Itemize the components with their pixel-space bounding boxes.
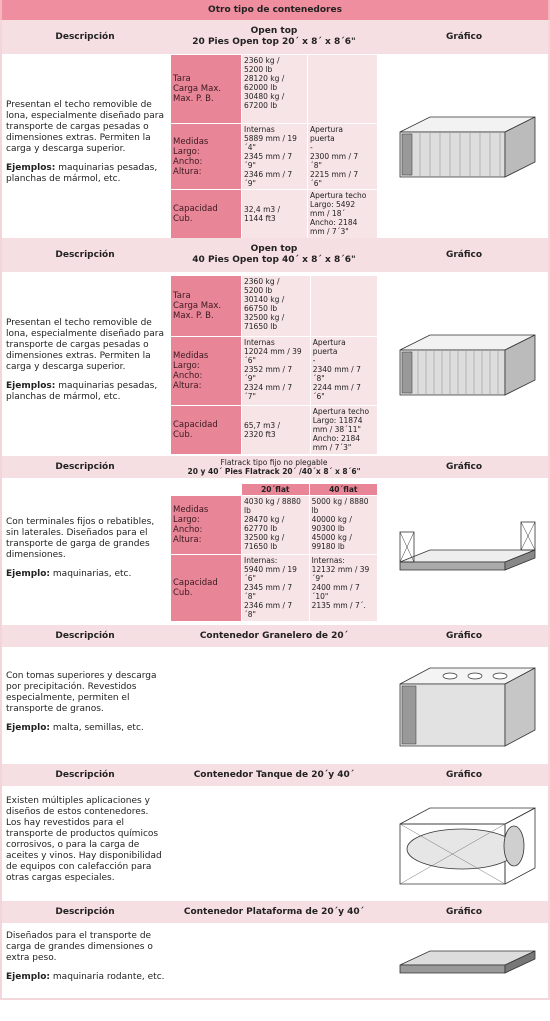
platform-container-image bbox=[390, 931, 540, 991]
spec-value-b bbox=[311, 276, 377, 336]
open-top-container-40-image bbox=[390, 320, 540, 410]
spec-label: Tara Carga Max. Max. P. B. bbox=[171, 276, 241, 336]
header-subtitle: Flatrack tipo fijo no plegable bbox=[220, 458, 328, 467]
section-flatrack bbox=[0, 456, 550, 625]
section-header bbox=[2, 901, 548, 924]
spec-row bbox=[171, 190, 377, 238]
header-title-line1: Open top bbox=[250, 244, 298, 254]
examples bbox=[6, 163, 166, 185]
header-title-line2: 40 Pies Open top 40´ x 8´ x 8´6" bbox=[192, 255, 356, 265]
header-title: Contenedor Tanque de 20´y 40´ bbox=[193, 769, 355, 780]
description-text: Presentan el techo removible de lona, especialmente diseñado para transporte de cargas pesadas o dimensiones extras. Permiten la carga y descarga superior. bbox=[6, 318, 165, 372]
spec-table bbox=[170, 275, 378, 455]
header-descripcion: Descripción bbox=[55, 32, 115, 42]
description bbox=[2, 648, 170, 764]
spec-table bbox=[170, 483, 378, 622]
col-40-flat: 40´flat bbox=[310, 484, 377, 495]
spec-row bbox=[171, 124, 377, 189]
section-body bbox=[2, 648, 548, 764]
description-text: Diseñados para el transporte de carga de grandes dimensiones o extra peso. bbox=[6, 931, 153, 963]
spec-value-b: Apertura puerta - 2300 mm / 7 ´8" 2215 mm / 7 ´6" bbox=[308, 124, 377, 189]
spec-row bbox=[171, 555, 377, 621]
section-plataforma bbox=[0, 901, 550, 1000]
spec-value-a: 65,7 m3 / 2320 ft3 bbox=[242, 406, 310, 454]
examples bbox=[6, 972, 166, 983]
header-title bbox=[168, 456, 380, 478]
spec-label: Medidas Largo: Ancho: Altura: bbox=[171, 496, 241, 554]
spec-value-a: 2360 kg / 5200 lb 30140 kg / 66750 lb 32500 kg / 71650 lb bbox=[242, 276, 310, 336]
examples-label: Ejemplo: bbox=[6, 722, 51, 733]
spec-table-wrap bbox=[170, 55, 382, 238]
container-illustration bbox=[382, 787, 548, 901]
open-top-container-20-image bbox=[390, 102, 540, 192]
flatrack-container-image bbox=[390, 512, 540, 592]
spec-row bbox=[171, 337, 377, 405]
spec-row bbox=[171, 55, 377, 123]
tank-container-image bbox=[390, 794, 540, 894]
spec-value-b: Internas: 12132 mm / 39 ´9" 2400 mm / 7 ´10" 2135 mm / 7´. bbox=[310, 555, 377, 621]
description-text: Presentan el techo removible de lona, especialmente diseñado para transporte de cargas pesadas o dimensiones extras. Permiten la carga y descarga superior. bbox=[6, 100, 165, 154]
examples-label: Ejemplos: bbox=[6, 163, 56, 173]
section-body bbox=[2, 924, 548, 998]
header-grafico: Gráfico bbox=[445, 631, 483, 641]
section-header bbox=[2, 764, 548, 787]
spec-label: Medidas Largo: Ancho: Altura: bbox=[171, 124, 241, 189]
spec-label: Medidas Largo: Ancho: Altura: bbox=[171, 337, 241, 405]
description-text: Con terminales fijos o rebatibles, sin laterales. Diseñados para el transporte de garga de grandes dimensiones. bbox=[6, 516, 155, 560]
section-body bbox=[2, 479, 548, 625]
spec-value-b: Apertura techo Largo: 5492 mm / 18´ Ancho: 2184 mm / 7´3" bbox=[308, 190, 377, 238]
spec-table bbox=[170, 54, 378, 239]
examples-text: maquinarias pesadas, planchas de mármol, etc. bbox=[6, 381, 158, 402]
header-grafico: Gráfico bbox=[445, 250, 483, 260]
container-illustration bbox=[382, 479, 548, 625]
section-header bbox=[2, 456, 548, 479]
examples-label: Ejemplo: bbox=[6, 568, 51, 579]
section-body bbox=[2, 55, 548, 238]
header-grafico: Gráfico bbox=[445, 770, 483, 780]
spec-label: Capacidad Cub. bbox=[171, 190, 241, 238]
spec-label: Capacidad Cub. bbox=[171, 406, 241, 454]
examples-text: maquinarias, etc. bbox=[52, 568, 132, 579]
section-open-top-40 bbox=[0, 238, 550, 456]
spec-value-a: Internas 5889 mm / 19 ´4" 2345 mm / 7 ´9" 2346 mm / 7 ´9" bbox=[242, 124, 307, 189]
header-title: Contenedor Granelero de 20´ bbox=[199, 630, 349, 641]
bulk-container-image bbox=[390, 656, 540, 756]
section-body bbox=[2, 787, 548, 901]
spec-row bbox=[171, 276, 377, 336]
section-body bbox=[2, 273, 548, 456]
examples bbox=[6, 569, 166, 580]
section-open-top-20 bbox=[0, 20, 550, 238]
header-descripcion: Descripción bbox=[55, 462, 115, 472]
header-title-line1: Open top bbox=[250, 26, 298, 36]
container-illustration bbox=[382, 55, 548, 238]
description-text: Existen múltiples aplicaciones y diseños de estos contenedores. Los hay revestidos para el transporte de productos químicos corrosivos, o para la carga de aceites y vinos. Hay disponibilidad de equipos con calefacción para otras cargas especiales. bbox=[6, 796, 162, 883]
spec-header-row bbox=[171, 484, 377, 495]
spec-value-a: 2360 kg / 5200 lb 28120 kg / 62000 lb 30480 kg / 67200 lb bbox=[242, 55, 307, 123]
spec-value-a: Internas: 5940 mm / 19 ´6" 2345 mm / 7 ´8" 2346 mm / 7 ´8" bbox=[242, 555, 309, 621]
container-illustration bbox=[382, 648, 548, 764]
spec-row bbox=[171, 496, 377, 554]
description-text: Con tomas superiores y descarga por precipitación. Revestidos especialmente, permiten el transporte de granos. bbox=[6, 670, 157, 714]
header-title-line2: 20 Pies Open top 20´ x 8´ x 8´6" bbox=[192, 37, 356, 47]
header-descripcion: Descripción bbox=[55, 770, 115, 780]
spec-value-b bbox=[308, 55, 377, 123]
examples bbox=[6, 381, 166, 403]
section-tanque bbox=[0, 764, 550, 901]
header-title-line2: 20 y 40´ Pies Flatrack 20´ /40´x 8´ x 8´6" bbox=[187, 467, 361, 476]
header-grafico: Gráfico bbox=[445, 462, 483, 472]
description bbox=[2, 273, 170, 456]
spec-table-wrap bbox=[170, 273, 382, 456]
examples bbox=[6, 723, 166, 734]
header-title: Contenedor Plataforma de 20´y 40´ bbox=[183, 906, 365, 917]
header-descripcion: Descripción bbox=[55, 631, 115, 641]
description bbox=[2, 55, 170, 238]
header-title bbox=[168, 20, 380, 54]
col-20-flat: 20´flat bbox=[242, 484, 309, 495]
spec-label: Capacidad Cub. bbox=[171, 555, 241, 621]
page-title: Otro tipo de contenedores bbox=[0, 0, 550, 20]
header-grafico: Gráfico bbox=[445, 32, 483, 42]
spec-row bbox=[171, 406, 377, 454]
spec-value-b: Apertura puerta - 2340 mm / 7 ´8" 2244 mm / 7 ´6" bbox=[311, 337, 377, 405]
header-grafico: Gráfico bbox=[445, 907, 483, 917]
examples-text: malta, semillas, etc. bbox=[52, 722, 144, 733]
spec-value-a: Internas 12024 mm / 39 ´6" 2352 mm / 7 ´9" 2324 mm / 7 ´7" bbox=[242, 337, 310, 405]
spec-value-a: 4030 kg / 8880 lb 28470 kg / 62770 lb 32500 kg / 71650 lb bbox=[242, 496, 309, 554]
header-descripcion: Descripción bbox=[55, 907, 115, 917]
examples-text: maquinarias pesadas, planchas de mármol, etc. bbox=[6, 163, 158, 184]
header-descripcion: Descripción bbox=[55, 250, 115, 260]
examples-label: Ejemplos: bbox=[6, 381, 56, 391]
spec-value-a: 32,4 m3 / 1144 ft3 bbox=[242, 190, 307, 238]
description bbox=[2, 479, 170, 625]
spec-value-b: Apertura techo Largo: 11874 mm / 38´11" Ancho: 2184 mm / 7´3" bbox=[311, 406, 377, 454]
header-title bbox=[168, 238, 380, 272]
section-header bbox=[2, 20, 548, 55]
container-illustration bbox=[382, 273, 548, 456]
description bbox=[2, 787, 170, 901]
examples-text: maquinaria rodante, etc. bbox=[52, 972, 165, 982]
description bbox=[2, 924, 170, 998]
section-header bbox=[2, 238, 548, 273]
section-granelero bbox=[0, 625, 550, 764]
examples-label: Ejemplo: bbox=[6, 972, 51, 982]
section-header bbox=[2, 625, 548, 648]
container-illustration bbox=[382, 924, 548, 998]
spec-label: Tara Carga Max. Max. P. B. bbox=[171, 55, 241, 123]
spec-value-b: 5000 kg / 8880 lb 40000 kg / 90300 lb 45000 kg / 99180 lb bbox=[310, 496, 377, 554]
spec-table-wrap bbox=[170, 479, 382, 625]
